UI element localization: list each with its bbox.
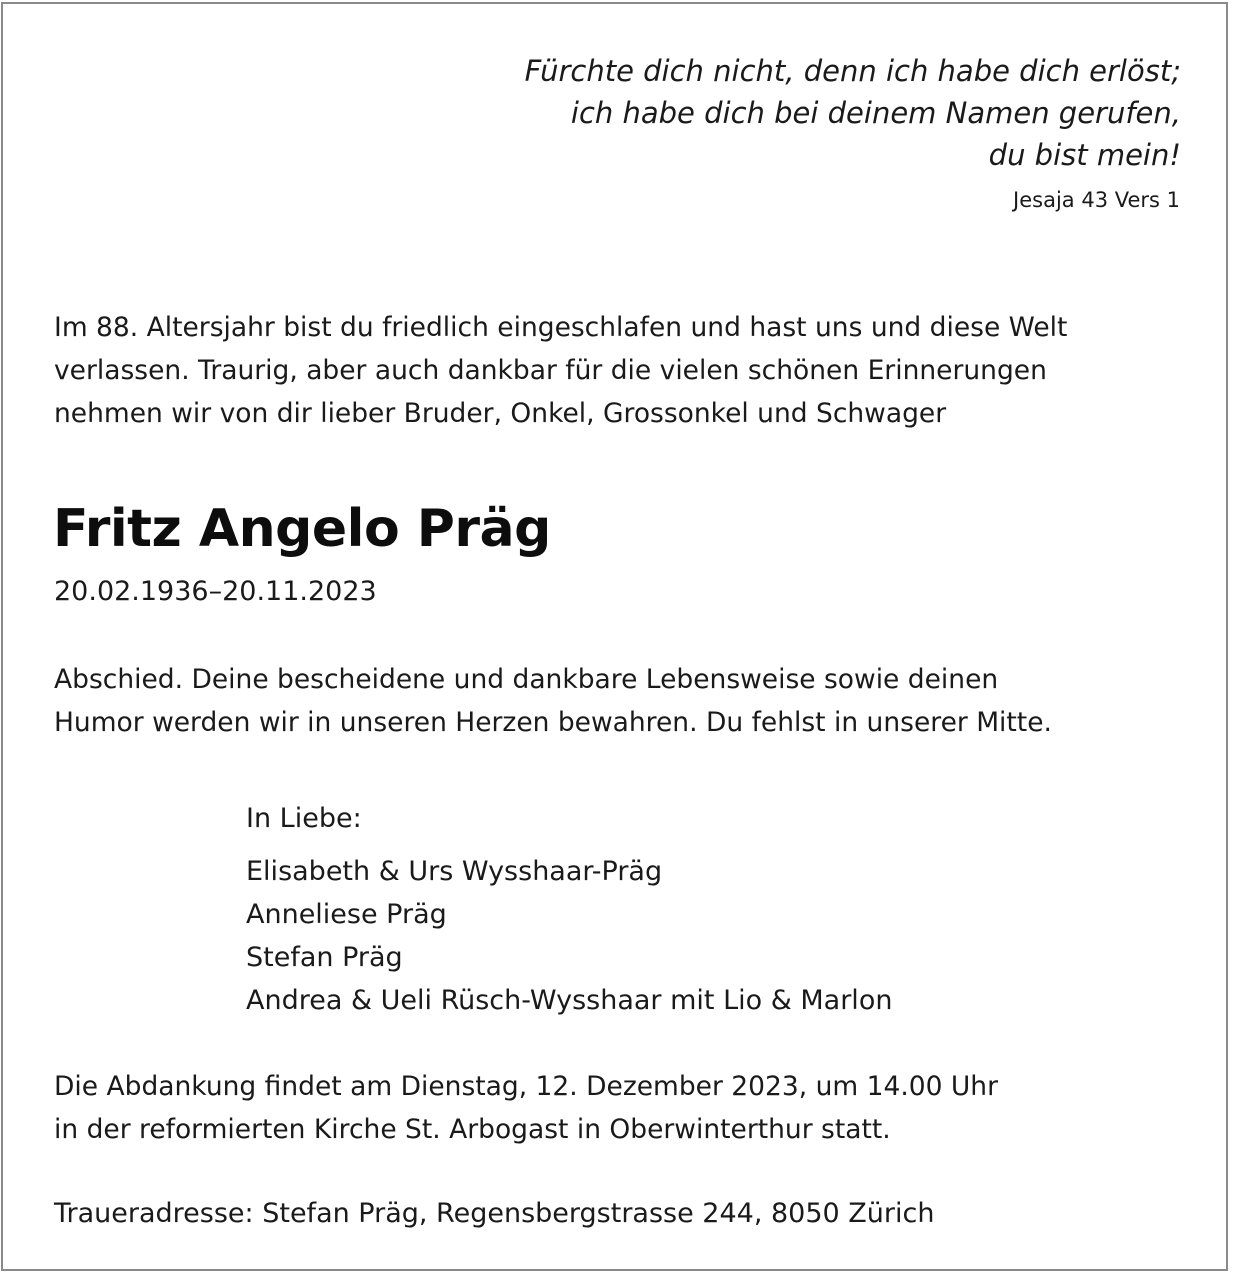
farewell-line: Abschied. Deine bescheidene und dankbare Lebensweise sowie deinen	[54, 664, 999, 695]
verse-reference: Jesaja 43 Vers 1	[1013, 188, 1180, 212]
verse-line: Fürchte dich nicht, denn ich habe dich erlöst;	[524, 54, 1181, 88]
mourners-list	[246, 850, 892, 1022]
service-paragraph	[54, 1065, 998, 1151]
verse-line: du bist mein!	[988, 138, 1181, 172]
farewell-paragraph	[54, 658, 1052, 744]
verse-line: ich habe dich bei deinem Namen gerufen,	[570, 96, 1181, 130]
service-line: Die Abdankung findet am Dienstag, 12. Dezember 2023, um 14.00 Uhr	[54, 1071, 998, 1102]
intro-line: Im 88. Altersjahr bist du friedlich eingeschlafen und hast uns und diese Welt	[54, 312, 1068, 343]
service-line: in der reformierten Kirche St. Arbogast in Oberwinterthur statt.	[54, 1114, 891, 1145]
farewell-line: Humor werden wir in unseren Herzen bewahren. Du fehlst in unserer Mitte.	[54, 707, 1052, 738]
mourner-name: Andrea & Ueli Rüsch-Wysshaar mit Lio & Marlon	[246, 985, 893, 1016]
mourner-name: Stefan Präg	[246, 942, 403, 973]
mourners-heading: In Liebe:	[246, 803, 362, 834]
deceased-name: Fritz Angelo Präg	[53, 499, 551, 559]
mourner-name: Elisabeth & Urs Wysshaar-Präg	[246, 856, 663, 887]
intro-paragraph	[54, 306, 1067, 435]
life-dates: 20.02.1936–20.11.2023	[54, 576, 377, 607]
intro-line: nehmen wir von dir lieber Bruder, Onkel, Grossonkel und Schwager	[54, 398, 947, 429]
bible-verse	[525, 50, 1181, 176]
mourner-name: Anneliese Präg	[246, 899, 447, 930]
intro-line: verlassen. Traurig, aber auch dankbar für die vielen schönen Erinnerungen	[54, 355, 1047, 386]
mourning-address: Traueradresse: Stefan Präg, Regensbergstrasse 244, 8050 Zürich	[54, 1198, 935, 1229]
